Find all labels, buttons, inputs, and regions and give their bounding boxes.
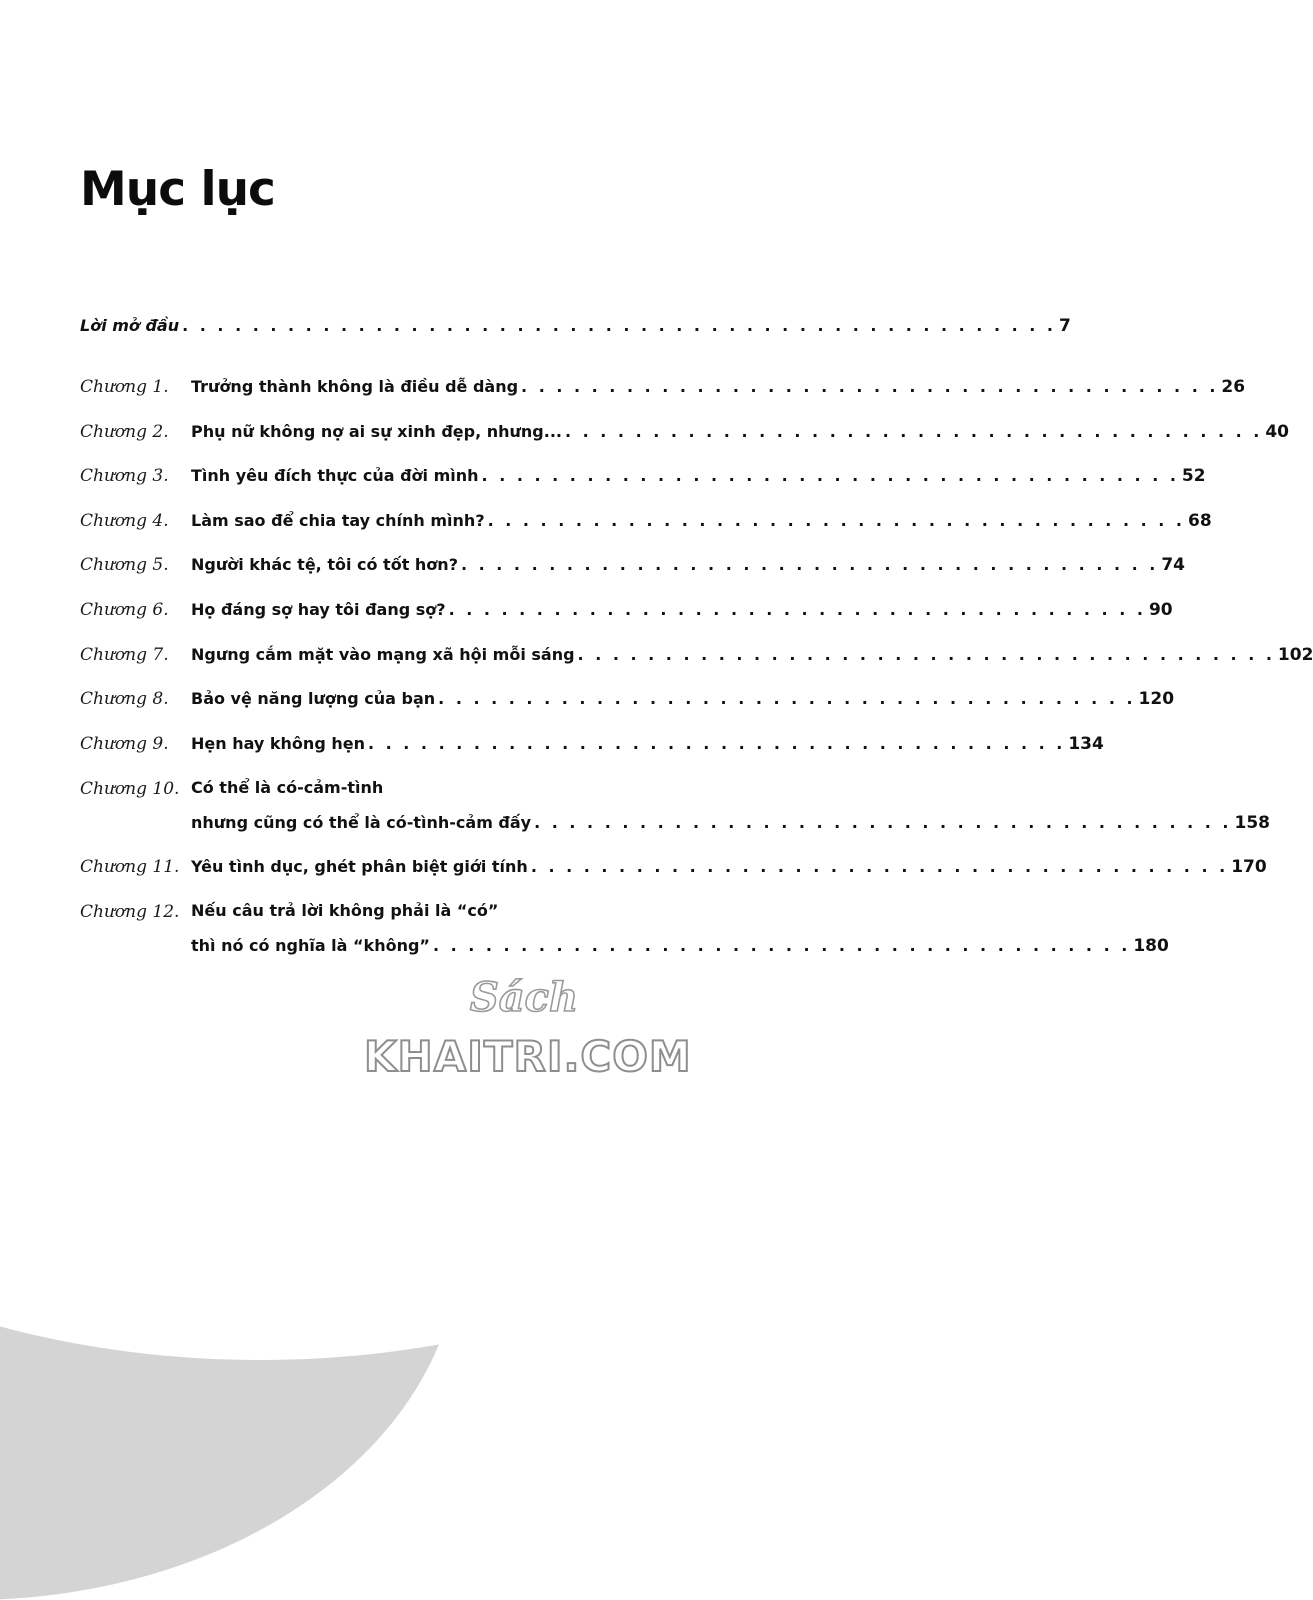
leader-dots: . . . . . . . . . . . . . . . . . . . . . . . . . . . . . . . . . . . . . . . . [432,936,1131,955]
toc-entry-chapter-1[interactable] [80,377,1246,407]
toc-entry-title-line1: Nếu câu trả lời không phải là “có” [191,901,499,920]
toc-entry-title: Phụ nữ không nợ ai sự xinh đẹp, nhưng... [191,422,562,441]
chapter-label: Chương 11. [80,857,180,877]
chapter-label: Chương 9. [80,734,169,754]
toc-entry-chapter-7[interactable] [80,645,1313,675]
watermark-brand: KHAITRI.COM [364,1032,692,1081]
toc-entry-chapter-2[interactable] [80,422,1290,452]
toc-entry-title: thì nó có nghĩa là “không” [191,936,430,955]
toc-entry-page: 90 [1148,600,1173,620]
toc-entry-title: nhưng cũng có thể là có-tình-cảm đấy [191,813,532,832]
toc-entry-chapter-4[interactable] [80,511,1212,541]
leader-dots: . . . . . . . . . . . . . . . . . . . . . . . . . . . . . . . . . . . . . . . . . . . . . . . . . . [182,316,1056,335]
page-title: Mục lục [80,162,275,217]
chapter-label: Chương 5. [80,555,169,575]
toc-entry-page: 158 [1234,813,1270,833]
toc-entry-page: 102 [1277,645,1313,665]
toc-entry-title-line1: Có thể là có-cảm-tình [191,778,384,797]
toc-entry-page: 40 [1265,422,1290,442]
toc-entry-title: Tình yêu đích thực của đời mình [191,466,479,485]
chapter-label: Chương 4. [80,511,169,531]
toc-entry-page: 52 [1181,466,1206,486]
chapter-label: Chương 6. [80,600,169,620]
toc-entry-page: 26 [1221,377,1246,397]
toc-entry-chapter-11[interactable] [80,857,1267,887]
toc-entry-chapter-9[interactable] [80,734,1104,764]
leader-dots: . . . . . . . . . . . . . . . . . . . . . . . . . . . . . . . . . . . . . . . . [367,734,1066,753]
toc-entry-title: Hẹn hay không hẹn [191,734,365,753]
toc-entry-chapter-5[interactable] [80,555,1186,585]
chapter-label: Chương 3. [80,466,169,486]
toc-entry-title: Họ đáng sợ hay tôi đang sợ? [191,600,446,619]
chapter-label: Chương 1. [80,377,169,397]
toc-entry-page: 180 [1133,936,1169,956]
toc-entry-preface[interactable] [80,316,1071,346]
toc-entry-page: 68 [1187,511,1212,531]
chapter-label: Chương 8. [80,689,169,709]
toc-entry-chapter-10[interactable] [80,778,1270,833]
leader-dots: . . . . . . . . . . . . . . . . . . . . . . . . . . . . . . . . . . . . . . . . [521,377,1219,396]
toc-entry-chapter-8[interactable] [80,689,1175,719]
toc-entry-chapter-6[interactable] [80,600,1173,630]
toc-entry-title: Người khác tệ, tôi có tốt hơn? [191,555,458,574]
leader-dots: . . . . . . . . . . . . . . . . . . . . . . . . . . . . . . . . . . . . . . . . [577,645,1275,664]
leader-dots: . . . . . . . . . . . . . . . . . . . . . . . . . . . . . . . . . . . . . . . . [448,600,1146,619]
toc-entry-title: Lời mở đầu [80,316,180,335]
leader-dots: . . . . . . . . . . . . . . . . . . . . . . . . . . . . . . . . . . . . . . . . [487,511,1185,530]
leader-dots: . . . . . . . . . . . . . . . . . . . . . . . . . . . . . . . . . . . . . . . . [460,555,1159,574]
chapter-label: Chương 12. [80,902,180,922]
chapter-label: Chương 2. [80,422,169,442]
toc-entry-chapter-12[interactable] [80,901,1169,956]
toc-entry-title: Yêu tình dục, ghét phân biệt giới tính [191,857,528,876]
leader-dots: . . . . . . . . . . . . . . . . . . . . . . . . . . . . . . . . . . . . . . . . [564,422,1263,441]
watermark-script: Sách [469,974,579,1021]
leader-dots: . . . . . . . . . . . . . . . . . . . . . . . . . . . . . . . . . . . . . . . . [530,857,1229,876]
chapter-label: Chương 10. [80,779,180,799]
leader-dots: . . . . . . . . . . . . . . . . . . . . . . . . . . . . . . . . . . . . . . . . [481,466,1179,485]
toc-entry-page: 170 [1231,857,1267,877]
leader-dots: . . . . . . . . . . . . . . . . . . . . . . . . . . . . . . . . . . . . . . . . [534,813,1232,832]
toc-entry-page: 120 [1138,689,1175,709]
toc-entry-title: Bảo vệ năng lượng của bạn [191,689,436,708]
toc-entry-title: Làm sao để chia tay chính mình? [191,511,485,530]
toc-entry-page: 134 [1068,734,1104,754]
watermark-logo [364,974,692,1104]
leader-dots: . . . . . . . . . . . . . . . . . . . . . . . . . . . . . . . . . . . . . . . . [438,689,1136,708]
toc-entry-title: Ngưng cắm mặt vào mạng xã hội mỗi sáng [191,645,575,664]
toc-entry-chapter-3[interactable] [80,466,1206,496]
chapter-label: Chương 7. [80,645,169,665]
toc-entry-title: Trưởng thành không là điều dễ dàng [191,377,519,396]
toc-entry-page: 74 [1161,555,1186,575]
toc-entry-page: 7 [1058,316,1071,336]
